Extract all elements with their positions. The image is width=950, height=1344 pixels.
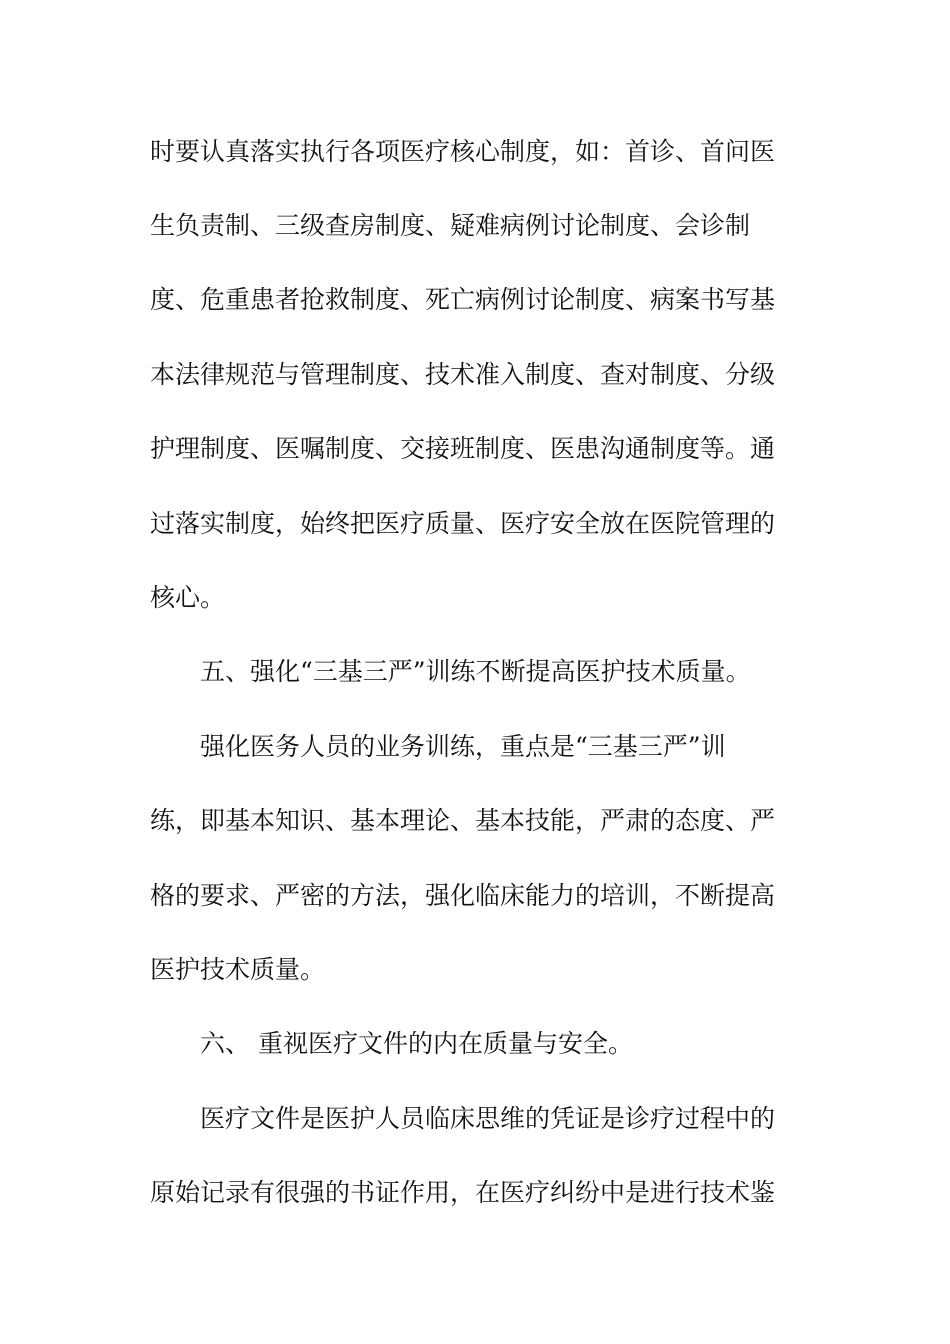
text-line: 本法律规范与管理制度、技术准入制度、查对制度、分级 <box>150 360 776 389</box>
text-line: 度、危重患者抢救制度、死亡病例讨论制度、病案书写基 <box>150 285 776 314</box>
section-heading: 六、 重视医疗文件的内在质量与安全。 <box>200 1029 633 1058</box>
text-line: 医护技术质量。 <box>150 955 326 984</box>
text-line: 生负责制、三级查房制度、疑难病例讨论制度、会诊制 <box>150 211 751 240</box>
text-line: 护理制度、医嘱制度、交接班制度、医患沟通制度等。通 <box>150 434 776 463</box>
text-line: 时要认真落实执行各项医疗核心制度，如：首诊、首问医 <box>150 137 776 166</box>
paragraph-first-line: 强化医务人员的业务训练，重点是“三基三严”训 <box>200 732 726 761</box>
section-heading: 五、强化“三基三严”训练不断提高医护技术质量。 <box>200 657 751 686</box>
text-line: 原始记录有很强的书证作用，在医疗纠纷中是进行技术鉴 <box>150 1178 776 1207</box>
paragraph-first-line: 医疗文件是医护人员临床思维的凭证是诊疗过程中的 <box>200 1104 776 1133</box>
text-line: 过落实制度，始终把医疗质量、医疗安全放在医院管理的 <box>150 509 776 538</box>
text-line: 核心。 <box>150 583 226 612</box>
text-line: 练，即基本知识、基本理论、基本技能，严肃的态度、严 <box>150 806 776 835</box>
text-line: 格的要求、严密的方法，强化临床能力的培训，不断提高 <box>150 881 776 910</box>
